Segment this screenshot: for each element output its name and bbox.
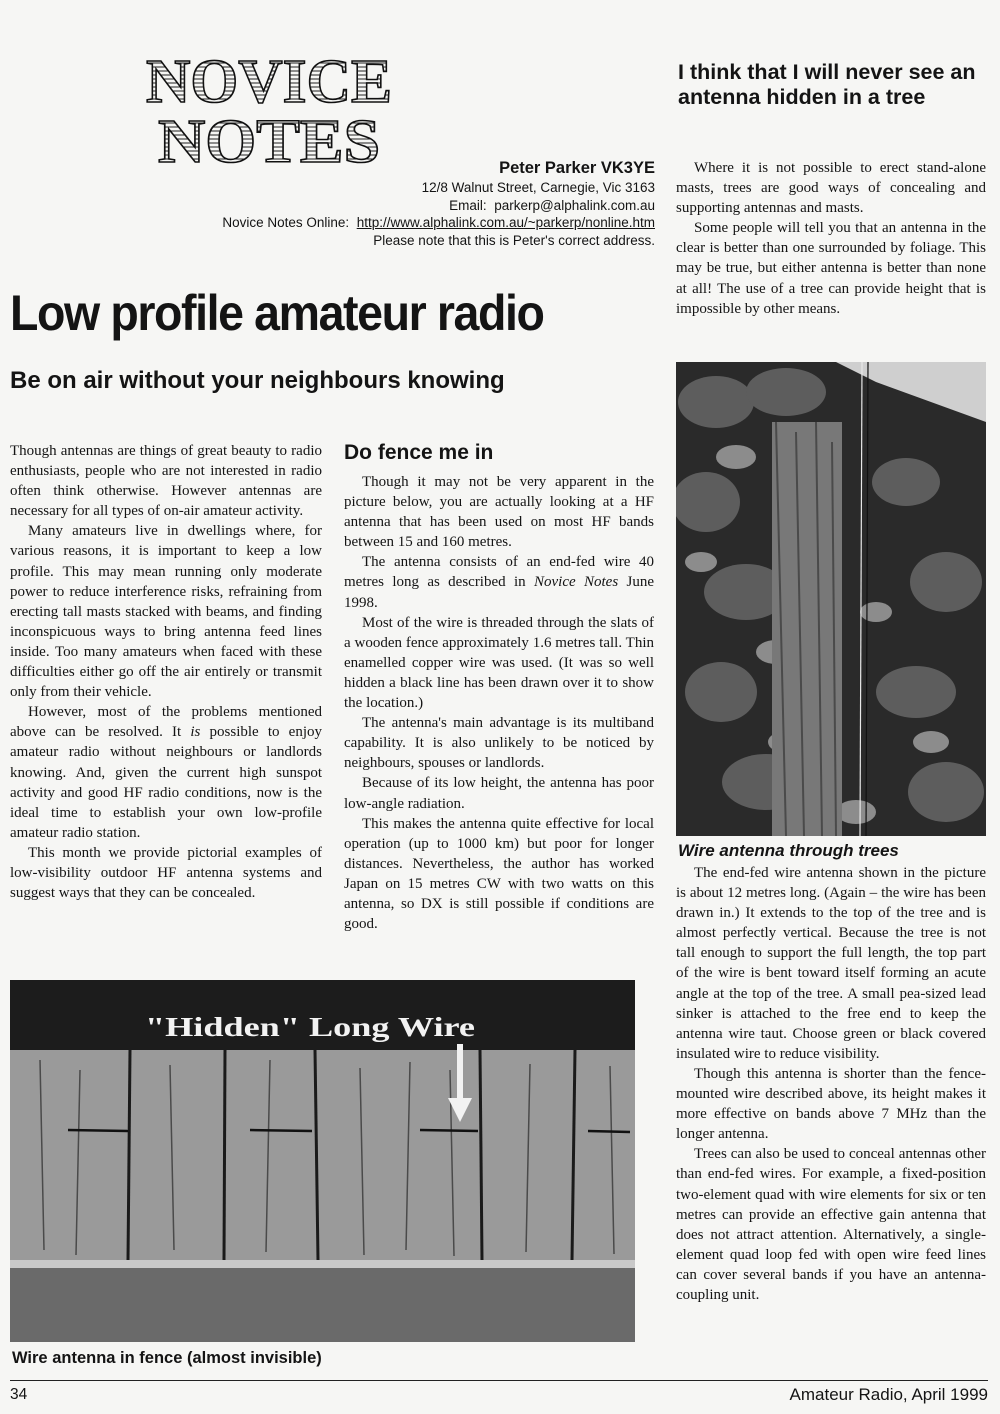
paragraph: Because of its low height, the antenna has poor low-angle radiation. xyxy=(344,775,654,812)
fence-photo xyxy=(10,980,635,1342)
author-email-line xyxy=(115,197,655,215)
paragraph: This month we provide pictorial examples of low-visibility outdoor HF antenna systems and suggest ways that they can be concealed. xyxy=(10,844,322,902)
author-address: 12/8 Walnut Street, Carnegie, Vic 3163 xyxy=(421,180,655,195)
tree-photo xyxy=(676,362,986,836)
paragraph: The antenna's main advantage is its multiband capability. It is also unlikely to be noticed by neighbours, spouses or landlords. xyxy=(344,715,654,772)
text-run: possible to enjoy amateur radio without neighbours or landlords knowing. And, given the current high sunspot activity and good HF radio conditions, now is the ideal time to establish your own low-profile amateur radio station. xyxy=(10,724,323,841)
emphasis: Novice Notes xyxy=(534,574,619,591)
text-run: June 1998. xyxy=(344,574,654,611)
author-block xyxy=(115,158,655,249)
intro-column xyxy=(10,441,322,903)
address-note: Please note that this is Peter's correct address. xyxy=(373,232,655,248)
paragraph: Though this antenna is shorter than the fence-mounted wire described above, its height makes it more effective on bands above 7 MHz than the longer antenna. xyxy=(676,1065,986,1143)
paragraph: Many amateurs live in dwellings where, for various reasons, it is important to keep a low profile. This may mean running only moderate power to reduce interference risks, refraining from erecting tall masts stacked with beams, and finding inconspicuous ways to bring antenna feed lines inside. Too many amateurs when faced with these difficulties either go off the air entirely or transmit only from their vehicle. xyxy=(10,523,322,701)
paragraph: The end-fed wire antenna shown in the picture is about 12 metres long. (Again – the wire has been drawn in.) It extends to the top of the tree and is almost perfectly vertical. Because the tree is not tall enough to support the full length, the top part of the wire is bent toward itself forming an acute angle at the top of the tree. A small pea-sized lead sinker is attached to the free end to keep the antenna wire taut. Choose green or black covered insulated wire to reduce visibility. xyxy=(676,865,986,1062)
text-run: However, most of the problems mentioned above can be resolved. It xyxy=(10,704,322,741)
paragraph: Most of the wire is threaded through the slats of a wooden fence approximately 1.6 metres tall. Thin enamelled copper wire was used. (It was so well hidden a black line has been drawn over it to show the location.) xyxy=(344,614,654,712)
footer-rule xyxy=(10,1380,988,1381)
text-run: The antenna consists of an end-fed wire 40 metres long as described in xyxy=(344,554,654,591)
fence-section-heading: Do fence me in xyxy=(344,441,494,464)
email-label: Email: xyxy=(449,197,487,213)
novice-notes-url[interactable]: http://www.alphalink.com.au/~parkerp/nonline.htm xyxy=(356,215,655,230)
paragraph: This makes the antenna quite effective for local operation (up to 1000 km) but poor for longer distances. Nevertheless, the author has worked Japan on 15 metres CW with two watts on this antenna, so DX is still possible if conditions are good. xyxy=(344,815,654,933)
paragraph: Though it may not be very apparent in the picture below, you are actually looking at a HF antenna that has been used on most HF bands between 15 and 160 metres. xyxy=(344,474,654,551)
paragraph: Trees can also be used to conceal antennas other than end-fed wires. For example, a fixed-position two-element quad with wire elements for six or ten metres can provide an effective gain antenna that does not attract attention. Alternatively, a single-element quad loop fed with open wire feed lines can cover several bands if you have an antenna-coupling unit. xyxy=(676,1146,986,1303)
paragraph xyxy=(10,702,322,843)
fence-photo-caption: Wire antenna in fence (almost invisible) xyxy=(12,1349,322,1367)
tree-intro-text xyxy=(676,158,986,319)
author-name: Peter Parker VK3YE xyxy=(499,159,655,177)
article-headline: Low profile amateur radio xyxy=(10,285,544,341)
logo-line-2: NOTES xyxy=(158,108,380,170)
tree-photo-caption: Wire antenna through trees xyxy=(678,841,899,860)
fence-column xyxy=(344,440,654,934)
tree-photo-image xyxy=(676,362,986,836)
logo-graphic xyxy=(138,50,400,170)
tree-section-heading: I think that I will never see an antenna hidden in a tree xyxy=(678,60,976,109)
author-email[interactable]: parkerp@alphalink.com.au xyxy=(494,197,655,213)
page-number: 34 xyxy=(10,1386,28,1403)
article-subheadline: Be on air without your neighbours knowing xyxy=(10,367,505,394)
logo-line-1: NOVICE xyxy=(146,50,392,116)
magazine-issue: Amateur Radio, April 1999 xyxy=(789,1385,988,1404)
online-label: Novice Notes Online: xyxy=(222,215,350,230)
fence-photo-label: "Hidden" Long Wire xyxy=(145,1012,476,1042)
paragraph xyxy=(344,552,654,612)
emphasis: is xyxy=(190,724,201,741)
paragraph: Some people will tell you that an antenna in the clear is better than one surrounded by foliage. This may be true, but either antenna is better than none at all! The use of a tree can provide height that is impossible by other means. xyxy=(676,220,986,317)
fence-photo-image xyxy=(10,980,635,1342)
novice-notes-logo xyxy=(138,50,400,170)
paragraph: Though antennas are things of great beauty to radio enthusiasts, people who are not interested in radio often think otherwise. However antennas are necessary for all types of on-air amateur activity. xyxy=(10,443,322,520)
paragraph: Where it is not possible to erect stand-alone masts, trees are good ways of concealing and supporting antennas and masts. xyxy=(676,160,986,217)
author-online-line xyxy=(115,214,655,232)
tree-antenna-text xyxy=(676,863,986,1305)
